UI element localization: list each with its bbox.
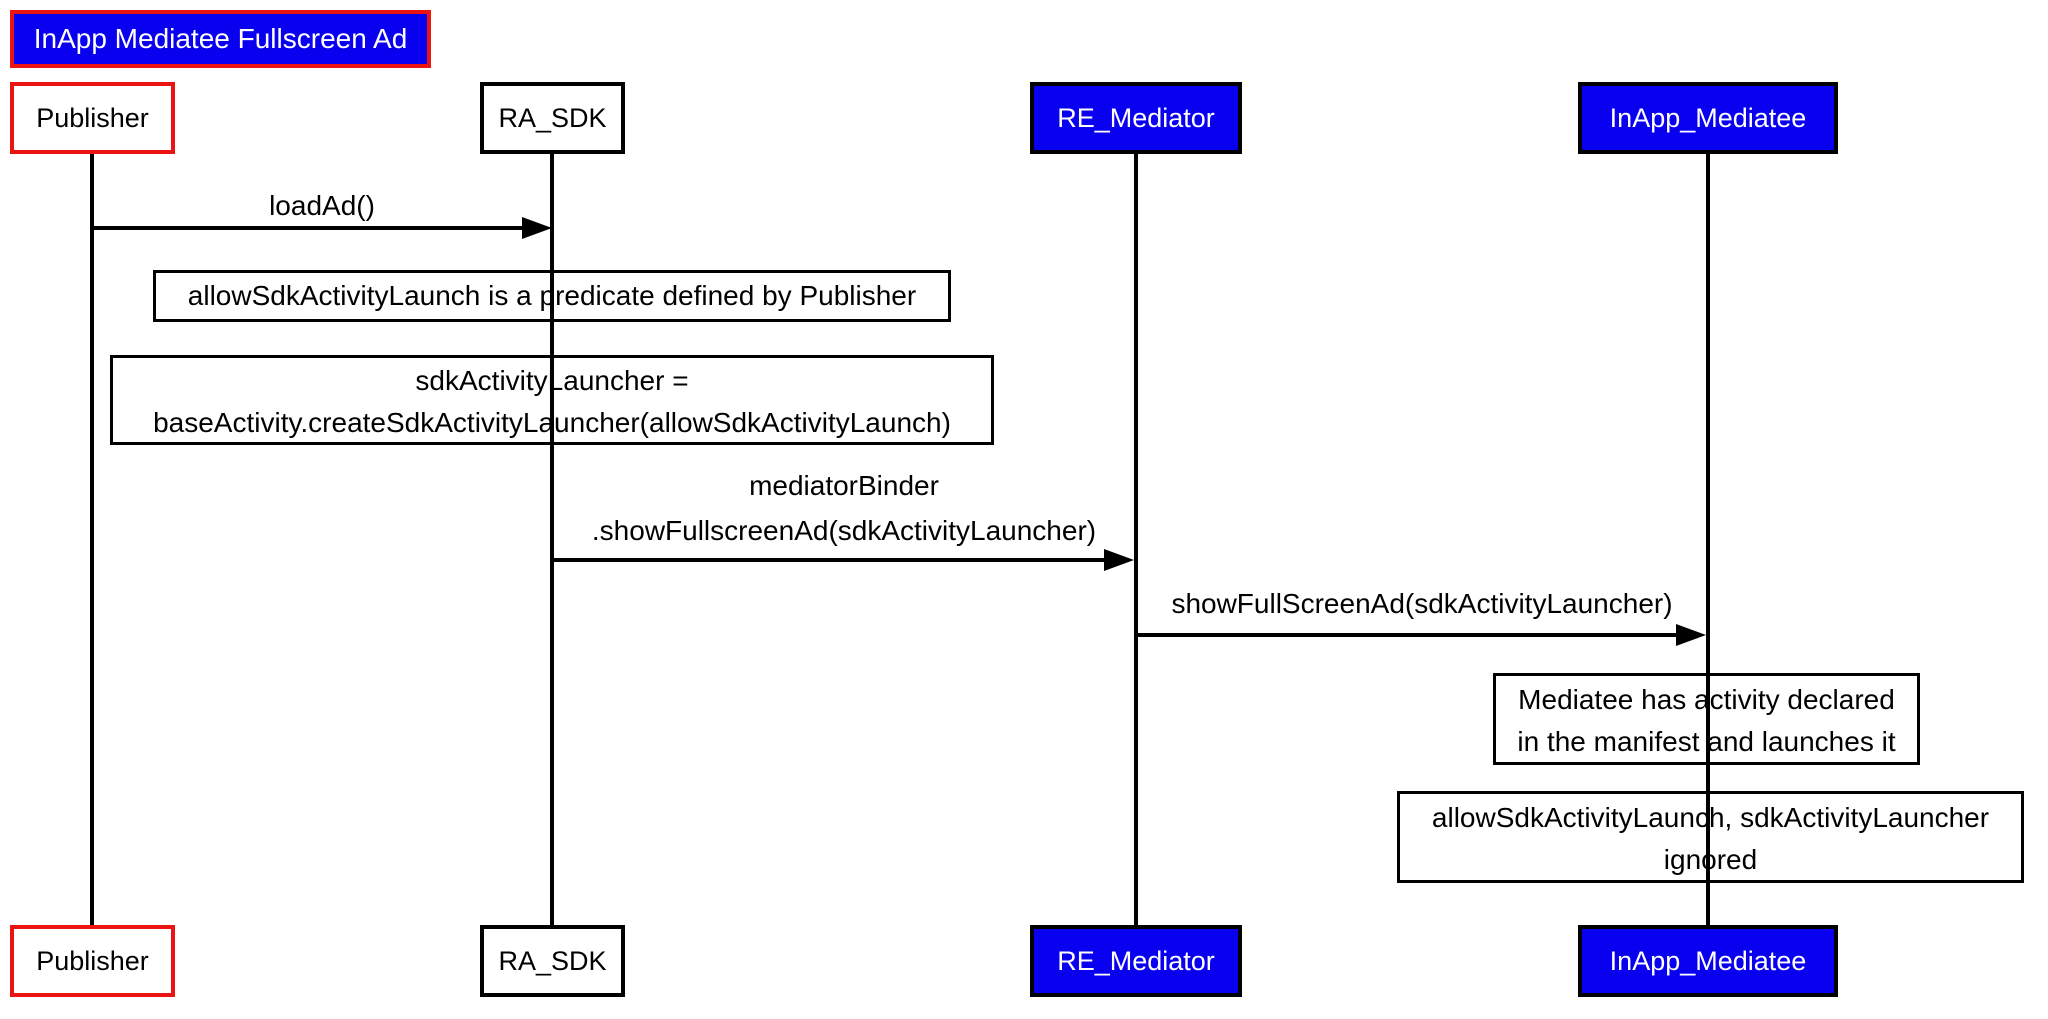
message-mediatorbinder-line [552, 558, 1104, 562]
participant-re-mediator-top: RE_Mediator [1030, 82, 1242, 154]
note-text: ignored [1663, 844, 1758, 875]
participant-inapp-mediatee-bottom: InApp_Mediatee [1578, 925, 1838, 997]
note-launcher-creation [110, 355, 994, 445]
message-loadad-label: loadAd() [269, 190, 375, 221]
right-arrowhead-icon [1676, 624, 1706, 646]
participant-ra-sdk-top: RA_SDK [480, 82, 625, 154]
message-showfullscreenad-label: showFullScreenAd(sdkActivityLauncher) [1171, 588, 1673, 619]
message-showfullscreenad-line [1136, 633, 1676, 637]
right-arrowhead-icon [522, 217, 552, 239]
note-text: in the manifest and launches it [1517, 726, 1896, 757]
note-text: allowSdkActivityLaunch, sdkActivityLauncher [1431, 802, 1990, 833]
note-text: sdkActivityLauncher = [415, 365, 689, 396]
participant-re-mediator-bottom: RE_Mediator [1030, 925, 1242, 997]
note-predicate-definition [153, 270, 951, 322]
note-text: allowSdkActivityLaunch is a predicate defined by Publisher [187, 280, 917, 311]
note-text: Mediatee has activity declared [1518, 684, 1895, 715]
message-label-line: .showFullscreenAd(sdkActivityLauncher) [591, 515, 1097, 546]
message-mediatorbinder-label [552, 463, 1136, 553]
right-arrowhead-icon [1104, 549, 1134, 571]
note-manifest-launch [1493, 673, 1920, 765]
diagram-title: InApp Mediatee Fullscreen Ad [10, 10, 431, 68]
participant-inapp-mediatee-top: InApp_Mediatee [1578, 82, 1838, 154]
participant-publisher-top: Publisher [10, 82, 175, 154]
note-ignored-args [1397, 791, 2024, 883]
message-loadad-line [92, 226, 524, 230]
note-text: baseActivity.createSdkActivityLauncher(allowSdkActivityLaunch) [153, 407, 951, 438]
participant-ra-sdk-bottom: RA_SDK [480, 925, 625, 997]
participant-publisher-bottom: Publisher [10, 925, 175, 997]
message-label-line: mediatorBinder [749, 470, 939, 501]
lifeline-publisher [90, 154, 94, 925]
